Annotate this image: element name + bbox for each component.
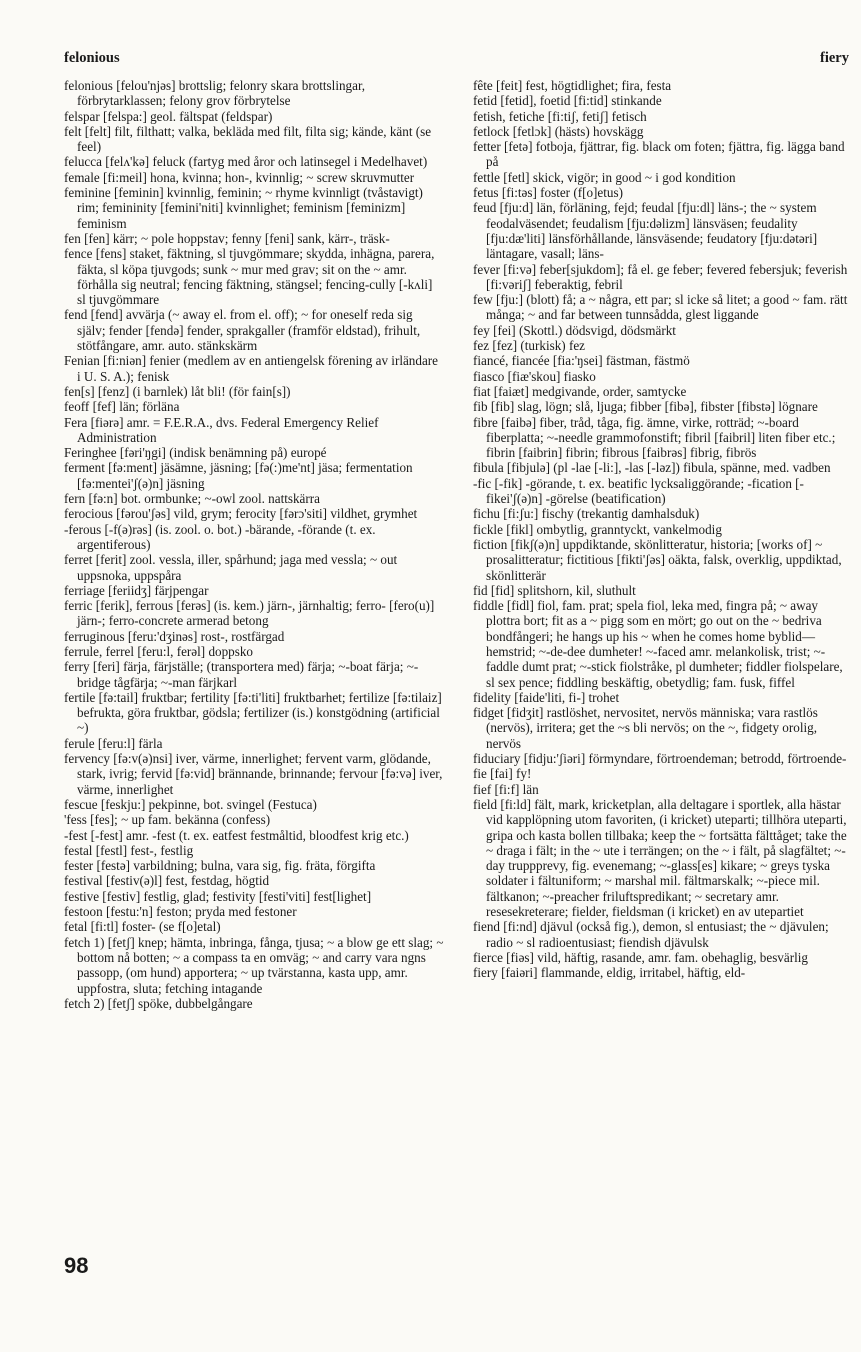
dictionary-entry: fervency [fə:v(ə)nsi] iver, värme, innerlighet; fervent varm, glödande, stark, ivrig; fervid [fə:vid] brännande, brinnande; fervour [fə:və] iver, värme, innerlighet xyxy=(64,751,443,797)
dictionary-entry: field [fi:ld] fält, mark, kricketplan, alla deltagare i sportlek, alla hästar vid kapplöpning utom favoriten, (i kricket) uteparti; tillhöra uteparti, gripa och kasta bollen tillbaka; keep the ~ fortsätta fälttåget; take the ~ draga i fält; in the ~ ute i terrängen; on the ~ i fält, på slagfältet; ~-day truppprevy, fig. evenemang; ~-glass[es] kikare; ~ greys tyska soldater i fältuniform; ~ marshal mil. fältmarskalk; ~-piece mil. fältkanon; ~-preacher friluftspredikant; ~ secretary amr. resesekreterare; fielder, fieldsman (i kricket) en av utepartiet xyxy=(473,796,847,920)
dictionary-entry: ferriage [feriidʒ] färjpengar xyxy=(64,582,209,598)
dictionary-entry: fierce [fiəs] vild, häftig, rasande, amr. fam. obehaglig, besvärlig xyxy=(473,949,808,965)
dictionary-entry: -ferous [-f(ə)rəs] (is. zool. o. bot.) -bärande, -förande (t. ex. argentiferous) xyxy=(64,521,376,552)
dictionary-entry: felt [felt] filt, filthatt; valka, bekläda med filt, filta sig; kände, känt (se feel) xyxy=(64,123,432,155)
dictionary-entry: fetus [fi:təs] foster (f[o]etus) xyxy=(473,185,623,201)
dictionary-entry: felucca [felʌ'kə] feluck (fartyg med åror och latinsegel i Medelhavet) xyxy=(64,154,428,170)
dictionary-entry: fertile [fə:tail] fruktbar; fertility [fə:ti'liti] fruktbarhet; fertilize [fə:tilaiz] befrukta, göra fruktbar, gödsla; fertilizer (is.) konstgödning (artificial ~) xyxy=(64,689,442,736)
dictionary-entry: feud [fju:d] län, förläning, fejd; feudal [fju:dl] läns-; the ~ system feodalväsendet; feudalism [fju:dəlizm] länsväsen; feudality [fju:dæ'liti] länsförhållande, länsväsende; feudatory [fju:dətəri] läntagare, vasall; läns- xyxy=(473,200,818,262)
dictionary-entry: fez [fez] (turkisk) fez xyxy=(473,338,585,354)
dictionary-entry: Fera [fiərə] amr. = F.E.R.A., dvs. Federal Emergency Relief Administration xyxy=(64,414,379,445)
dictionary-entry: fiend [fi:nd] djävul (också fig.), demon, sl entusiast; the ~ djävulen; radio ~ sl radioentusiast; fiendish djävulsk xyxy=(473,919,829,950)
dictionary-entry: -fest [-fest] amr. -fest (t. ex. eatfest festmåltid, bloodfest krig etc.) xyxy=(64,827,409,843)
dictionary-entry: few [fju:] (blott) få; a ~ några, ett par; sl icke så litet; a good ~ fam. rätt många; ~ and far between tunnsådda, glest liggande xyxy=(473,292,848,323)
dictionary-entry: female [fi:meil] hona, kvinna; hon-, kvinnlig; ~ screw skruvmutter xyxy=(64,169,415,185)
dictionary-entry: fen [fen] kärr; ~ pole hoppstav; fenny [feni] sank, kärr-, träsk- xyxy=(64,230,390,246)
dictionary-entry: fever [fi:və] feber[sjukdom]; få el. ge feber; fevered febersjuk; feverish [fi:vəriʃ] feberaktig, febril xyxy=(473,261,848,292)
dictionary-entry: fey [fei] (Skottl.) dödsvigd, dödsmärkt xyxy=(473,322,676,338)
dictionary-entry: fence [fens] staket, fäktning, sl tjuvgömmare; skydda, inhägna, parera, fäkta, sl köpa tjuvgods; sunk ~ mur med grav; sit on the ~ amr. förhålla sig neutral; fencing fäktning, stängsel; fencing-cully [-kʌli] sl tjuvgömmare xyxy=(64,246,435,308)
dictionary-entry: Feringhee [fəri'ŋgi] (indisk benämning på) europé xyxy=(64,445,327,461)
dictionary-entry: fend [fend] avvärja (~ away el. from el. off); ~ for oneself reda sig själv; fender [fendə] fender, sprakgaller (framför eldstad), frihult, stötfångare, amr. auto. stänkskärm xyxy=(64,307,421,354)
dictionary-entry: fetter [fetə] fotboja, fjättrar, fig. black om foten; fjättra, fig. lägga band på xyxy=(473,139,845,170)
dictionary-entry: ferruginous [feru:'dʒinəs] rost-, rostfärgad xyxy=(64,628,285,644)
dictionary-entry: Fenian [fi:niən] fenier (medlem av en antiengelsk förening av irländare i U. S. A.); fenisk xyxy=(64,353,438,384)
dictionary-entry: fetal [fi:tl] foster- (se f[o]etal) xyxy=(64,919,221,935)
left-column xyxy=(64,78,444,1011)
dictionary-entry: ferric [ferik], ferrous [ferəs] (is. kem.) järn-, järnhaltig; ferro- [fero(u)] järn-; ferro-concrete armerad betong xyxy=(64,598,435,629)
right-column xyxy=(473,78,853,981)
dictionary-entry: fiduciary [fidju:'ʃiəri] förmyndare, förtroendeman; betrodd, förtroende- xyxy=(473,751,847,767)
dictionary-entry: festival [festiv(ə)l] fest, festdag, högtid xyxy=(64,873,270,889)
dictionary-entry: fetish, fetiche [fi:tiʃ, fetiʃ] fetisch xyxy=(473,108,647,124)
dictionary-entry: fid [fid] splitshorn, kil, sluthult xyxy=(473,582,636,598)
dictionary-entry: felonious [felou'njəs] brottslig; felonry skara brottslingar, förbrytarklassen; felony grov förbrytelse xyxy=(64,78,366,109)
dictionary-entry: fetid [fetid], foetid [fi:tid] stinkande xyxy=(473,93,662,109)
dictionary-entry: ferule [feru:l] färla xyxy=(64,735,163,751)
dictionary-entry: fib [fib] slag, lögn; slå, ljuga; fibber [fibə], fibster [fibstə] lögnare xyxy=(473,399,818,415)
dictionary-entry: fidget [fidʒit] rastlöshet, nervositet, nervös människa; vara rastlös (nervös), irritera; get the ~s bli nervös; on the ~, fidgety orolig, nervös xyxy=(473,705,818,751)
page-number: 98 xyxy=(64,1253,89,1278)
dictionary-entry: fettle [fetl] skick, vigör; in good ~ i god kondition xyxy=(473,169,736,185)
dictionary-entry: ferrule, ferrel [feru:l, ferəl] doppsko xyxy=(64,643,253,659)
dictionary-entry: fichu [fi:ʃu:] fischy (trekantig damhalsduk) xyxy=(473,506,700,522)
dictionary-entry: fickle [fikl] ombytlig, granntyckt, vankelmodig xyxy=(473,521,722,537)
dictionary-entry: fiddle [fidl] fiol, fam. prat; spela fiol, leka med, fingra på; ~ away plottra bort; fit as a ~ pigg som en mört; go out on the ~ bedriva bondfångeri; he hangs up his ~ when he comes home byblid—hemstrid; ~-de-dee dumheter! ~-faced amr. melankolisk, trist; ~-faddle dumt prat; ~-stick fiolstråke, pl dumheter; fiddler fiolspelare, sl sex pence; fiddling beskäftig, obetydlig; fam. fusk, fiffel xyxy=(473,598,843,690)
dictionary-entry: fetch 2) [fetʃ] spöke, dubbelgångare xyxy=(64,995,253,1011)
dictionary-entry: fen[s] [fenz] (i barnlek) låt bli! (för fain[s]) xyxy=(64,383,291,399)
dictionary-entry: feoff [fef] län; förläna xyxy=(64,399,180,415)
dictionary-entry: feminine [feminin] kvinnlig, feminin; ~ rhyme kvinnligt (tvåstavigt) rim; femininity [femini'niti] kvinnlighet; feminism [feminizm] feminism xyxy=(64,185,423,231)
dictionary-entry: fetlock [fetlɔk] (hästs) hovskägg xyxy=(473,123,644,139)
dictionary-entry: fie [fai] fy! xyxy=(473,766,532,782)
dictionary-entry: fiction [fikʃ(ə)n] uppdiktande, skönlitteratur, historia; [works of] ~ prosalitteratur; fictitious [fikti'ʃəs] oäkta, falsk, overklig, uppdiktad, skönlitterär xyxy=(473,536,842,583)
dictionary-entry: fetch 1) [fetʃ] knep; hämta, inbringa, fånga, tjusa; ~ a blow ge ett slag; ~ bottom nå botten; ~ a compass ta en omväg; ~ and carry vara ngns passopp, (om hund) apportera; ~ up tvärstanna, kasta upp, amr. uppfostra, sluta; fetching intagande xyxy=(64,934,444,996)
dictionary-entry: fiancé, fiancée [fia:'ŋsei] fästman, fästmö xyxy=(473,353,690,369)
dictionary-entry: fiat [faiæt] medgivande, order, samtycke xyxy=(473,383,687,399)
dictionary-entry: fiery [faiəri] flammande, eldig, irritabel, häftig, eld- xyxy=(473,965,746,981)
dictionary-entry: fief [fi:f] län xyxy=(473,781,539,797)
guide-word-left: felonious xyxy=(64,50,120,66)
dictionary-entry: fidelity [faide'liti, fi-] trohet xyxy=(473,689,620,705)
dictionary-entry: 'fess [fes]; ~ up fam. bekänna (confess) xyxy=(64,812,271,828)
dictionary-entry: fescue [feskju:] pekpinne, bot. svingel (Festuca) xyxy=(64,796,317,812)
dictionary-entry: fibre [faibə] fiber, tråd, tåga, fig. ämne, virke, rotträd; ~-board fiberplatta; ~-needle grammofonstift; fibril [faibril] liten fiber etc.; fibrin [faibrin] fibrin; fibrous [faibrəs] fibrig, fibrös xyxy=(473,414,836,461)
guide-word-right: fiery xyxy=(820,50,849,66)
dictionary-entry: ferment [fə:ment] jäsämne, jäsning; [fə(:)me'nt] jäsa; fermentation [fə:mentei'ʃ(ə)n] jäsning xyxy=(64,460,413,491)
dictionary-entry: felspar [felspa:] geol. fältspat (feldspar) xyxy=(64,108,273,124)
dictionary-entry: fiasco [fiæ'skou] fiasko xyxy=(473,368,596,384)
dictionary-entry: festoon [festu:'n] feston; pryda med festoner xyxy=(64,904,297,920)
dictionary-entry: ferocious [fərou'ʃəs] vild, grym; ferocity [fərɔ'siti] vildhet, grymhet xyxy=(64,506,418,522)
dictionary-entry: fibula [fibjulə] (pl -lae [-li:], -las [-ləz]) fibula, spänne, med. vadben xyxy=(473,460,831,476)
dictionary-entry: fête [feit] fest, högtidlighet; fira, festa xyxy=(473,78,672,93)
dictionary-entry: -fic [-fik] -görande, t. ex. beatific lycksaliggörande; -fication [-fikei'ʃ(ə)n] -görelse (beatification) xyxy=(473,475,804,507)
dictionary-entry: ferret [ferit] zool. vessla, iller, spårhund; jaga med vessla; ~ out uppsnoka, uppspåra xyxy=(64,552,398,583)
dictionary-entry: festal [festl] fest-, festlig xyxy=(64,842,194,858)
dictionary-entry: ferry [feri] färja, färjställe; (transportera med) färja; ~-boat färja; ~-bridge tågfärja; ~-man färjkarl xyxy=(64,659,419,690)
dictionary-entry: fester [festə] varbildning; bulna, vara sig, fig. fräta, förgifta xyxy=(64,858,376,874)
dictionary-entry: festive [festiv] festlig, glad; festivity [festi'viti] fest[lighet] xyxy=(64,888,372,904)
dictionary-entry: fern [fə:n] bot. ormbunke; ~-owl zool. nattskärra xyxy=(64,491,320,507)
